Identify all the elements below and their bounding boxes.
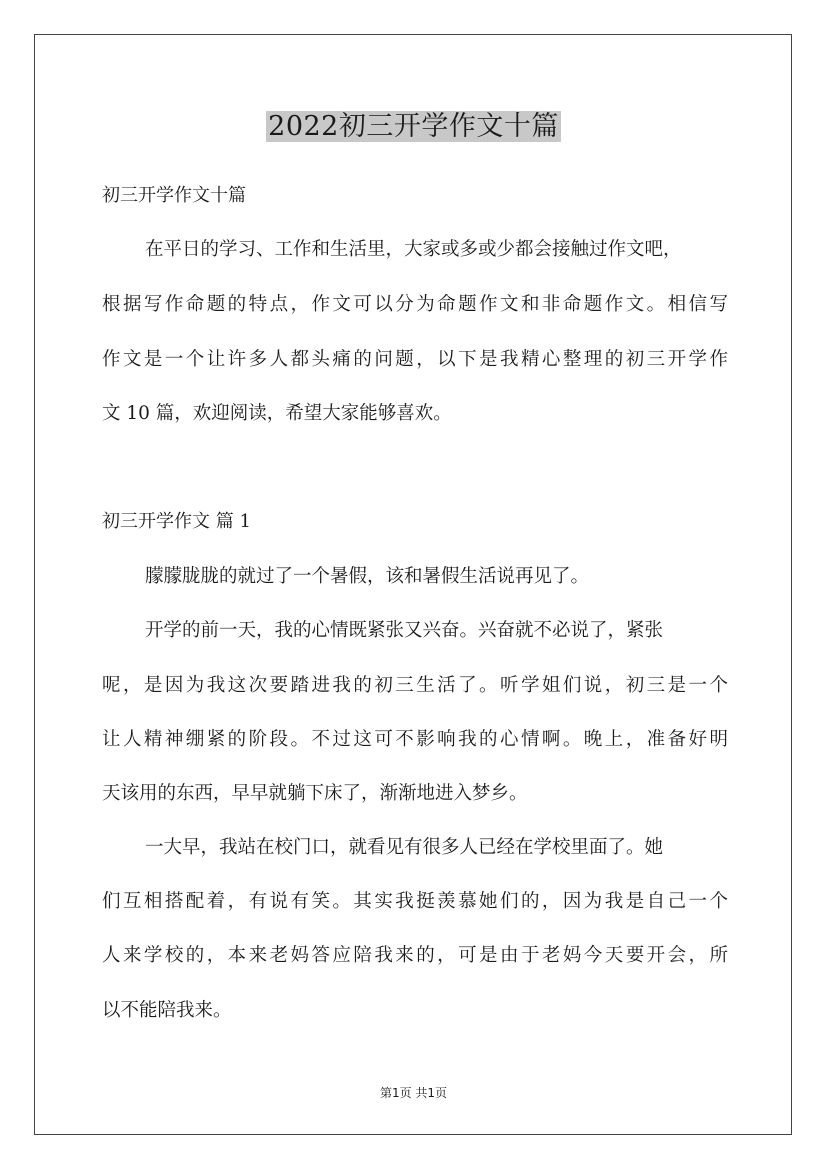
intro-line-1: 在平日的学习、工作和生活里，大家或多或少都会接触过作文吧， bbox=[145, 239, 682, 260]
body-line-5: 天该用的东西，早早就躺下床了，渐渐地进入梦乡。 bbox=[102, 783, 528, 804]
document-title-wrap bbox=[0, 104, 827, 143]
body-line-6: 一大早，我站在校门口，就看见有很多人已经在学校里面了。她 bbox=[145, 837, 664, 858]
body-line-1: 朦朦胧胧的就过了一个暑假，该和暑假生活说再见了。 bbox=[145, 566, 590, 587]
subtitle: 初三开学作文十篇 bbox=[102, 185, 246, 206]
intro-line-2: 根据写作命题的特点，作文可以分为命题作文和非命题作文。相信写 bbox=[102, 294, 728, 315]
page-footer: 第1页 共1页 bbox=[379, 1086, 448, 1100]
document-title: 2022初三开学作文十篇 bbox=[268, 111, 559, 142]
intro-line-3: 作文是一个让许多人都头痛的问题，以下是我精心整理的初三开学作 bbox=[102, 349, 728, 370]
body-line-8: 人来学校的，本来老妈答应陪我来的，可是由于老妈今天要开会，所 bbox=[102, 945, 728, 966]
body-line-4: 让人精神绷紧的阶段。不过这可不影响我的心情啊。晚上，准备好明 bbox=[102, 729, 728, 750]
body-line-9: 以不能陪我来。 bbox=[102, 1000, 232, 1021]
body-line-3: 呢，是因为我这次要踏进我的初三生活了。听学姐们说，初三是一个 bbox=[102, 675, 728, 696]
body-line-2: 开学的前一天，我的心情既紧张又兴奋。兴奋就不必说了，紧张 bbox=[145, 620, 664, 641]
intro-line-4: 文 10 篇，欢迎阅读，希望大家能够喜欢。 bbox=[102, 403, 452, 424]
section-heading: 初三开学作文 篇 1 bbox=[102, 511, 251, 532]
body-line-7: 们互相搭配着，有说有笑。其实我挺羡慕她们的，因为我是自己一个 bbox=[102, 891, 728, 912]
